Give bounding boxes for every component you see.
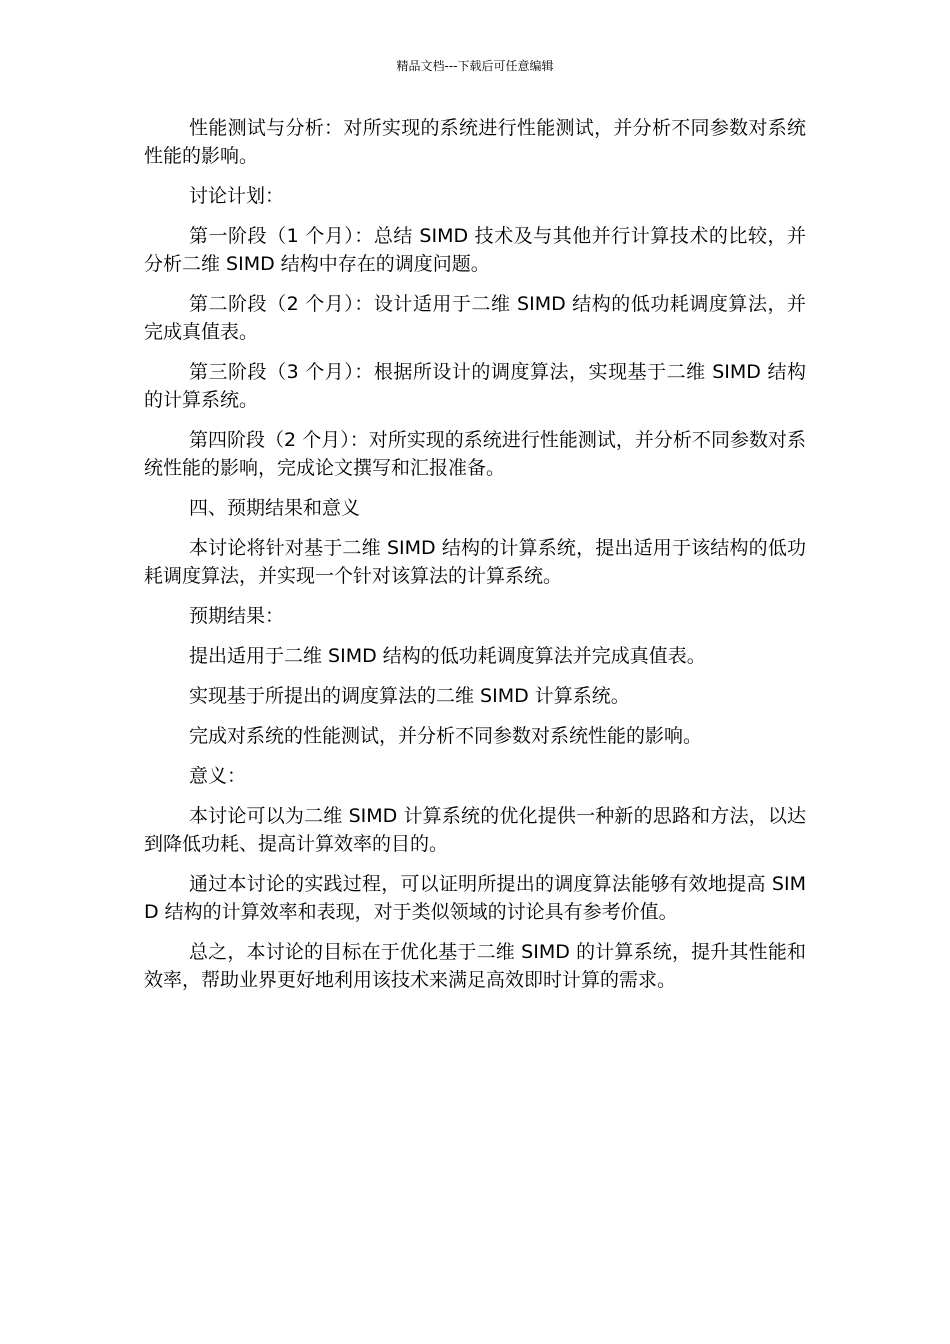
paragraph-result-3: 完成对系统的性能测试，并分析不同参数对系统性能的影响。 xyxy=(189,725,703,747)
paragraph-phase-1: 第一阶段（1 个月）：总结 SIMD 技术及与其他并行计算技术的比较，并分析二维 SIMD 结构中存在的调度问题。 xyxy=(144,225,806,275)
paragraph-significance-heading: 意义： xyxy=(189,765,247,787)
paragraph-significance-1: 本讨论可以为二维 SIMD 计算系统的优化提供一种新的思路和方法，以达到降低功耗、提高计算效率的目的。 xyxy=(144,805,806,855)
paragraph-results-intro: 本讨论将针对基于二维 SIMD 结构的计算系统，提出适用于该结构的低功耗调度算法，并实现一个针对该算法的计算系统。 xyxy=(144,537,806,587)
paragraph-result-2: 实现基于所提出的调度算法的二维 SIMD 计算系统。 xyxy=(189,685,630,707)
page-header: 精品文档---下载后可任意编辑 xyxy=(396,59,554,73)
section-heading-expected-results: 四、预期结果和意义 xyxy=(189,497,361,519)
document-body xyxy=(144,114,806,1006)
paragraph-phase-4: 第四阶段（2 个月）：对所实现的系统进行性能测试，并分析不同参数对系统性能的影响，完成论文撰写和汇报准备。 xyxy=(144,429,806,479)
paragraph-conclusion: 总之，本讨论的目标在于优化基于二维 SIMD 的计算系统，提升其性能和效率，帮助业界更好地利用该技术来满足高效即时计算的需求。 xyxy=(144,941,806,991)
paragraph-performance-test: 性能测试与分析：对所实现的系统进行性能测试，并分析不同参数对系统性能的影响。 xyxy=(144,117,806,167)
paragraph-phase-2: 第二阶段（2 个月）：设计适用于二维 SIMD 结构的低功耗调度算法，并完成真值表。 xyxy=(144,293,806,343)
paragraph-significance-2: 通过本讨论的实践过程，可以证明所提出的调度算法能够有效地提高 SIMD 结构的计算效率和表现，对于类似领域的讨论具有参考价值。 xyxy=(144,873,806,923)
paragraph-results-heading: 预期结果： xyxy=(189,605,285,627)
paragraph-plan-heading: 讨论计划： xyxy=(189,185,285,207)
paragraph-result-1: 提出适用于二维 SIMD 结构的低功耗调度算法并完成真值表。 xyxy=(189,645,706,667)
paragraph-phase-3: 第三阶段（3 个月）：根据所设计的调度算法，实现基于二维 SIMD 结构的计算系统。 xyxy=(144,361,806,411)
